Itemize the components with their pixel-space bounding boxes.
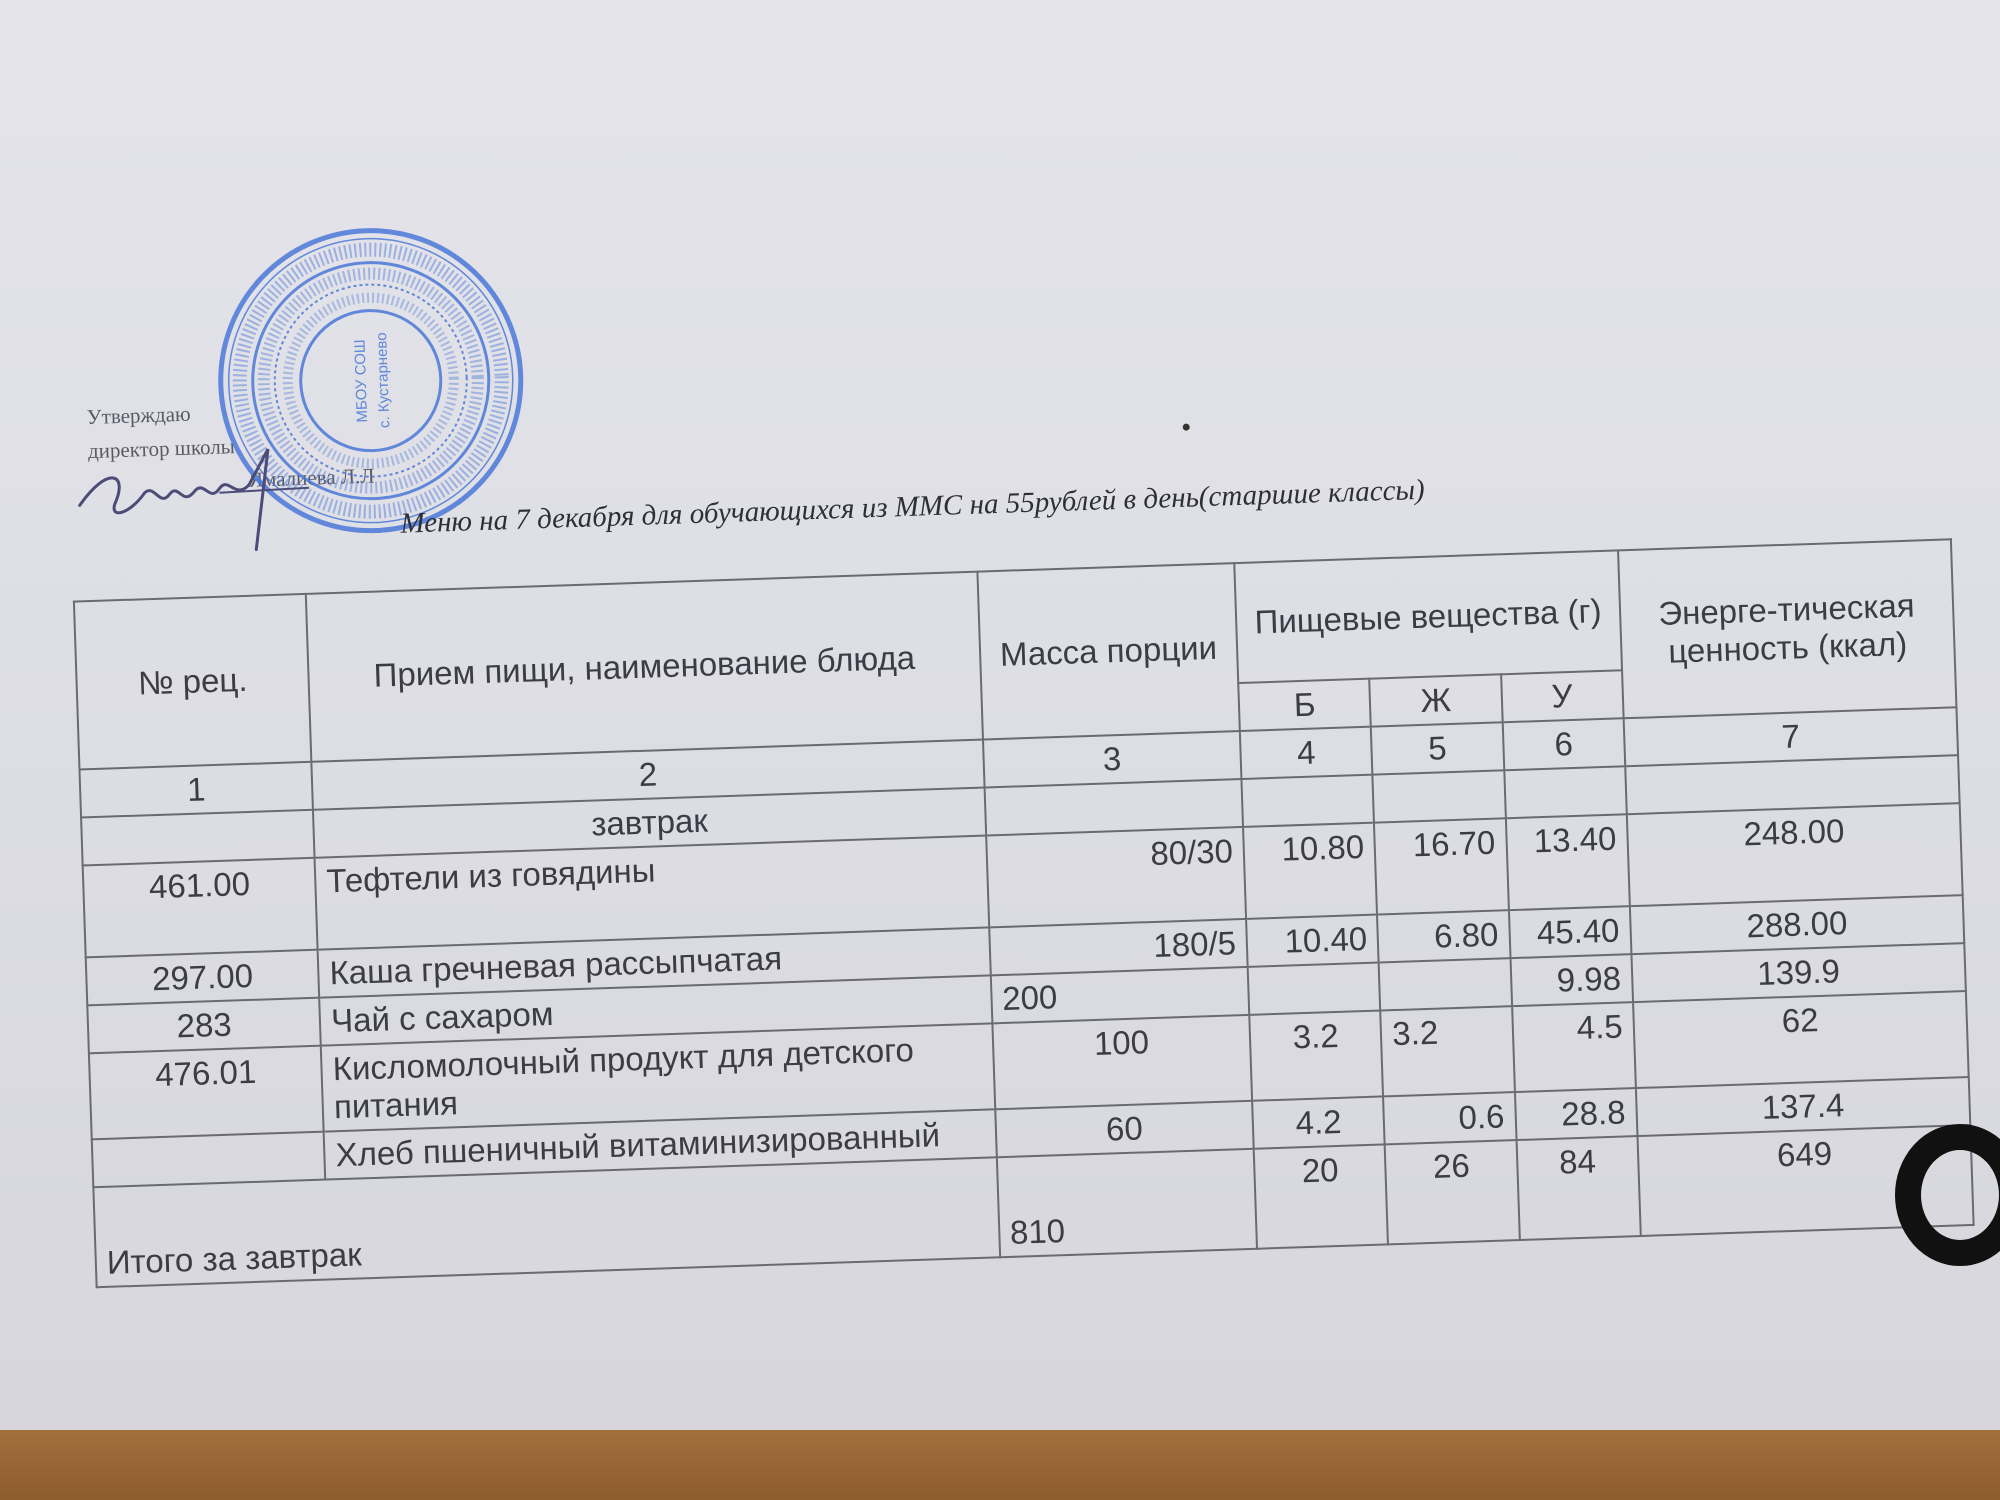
header-nutrients: Пищевые вещества (г) — [1234, 550, 1621, 683]
row-num: 476.01 — [89, 1046, 324, 1140]
header-dish: Прием пищи, наименование блюда — [306, 572, 983, 762]
header-mass: Масса порции — [977, 563, 1240, 739]
row-mass: 200 — [990, 967, 1249, 1024]
row-dish: Каша гречневая рассыпчатая — [318, 927, 991, 997]
director-name: Ямалиева Л.Л — [248, 463, 375, 492]
approval-line-1: Утверждаю — [86, 401, 192, 430]
row-num: 283 — [87, 998, 321, 1054]
row-b: 3.2 — [1249, 1010, 1383, 1100]
row-b: 10.40 — [1246, 915, 1379, 967]
row-dish: Хлеб пшеничный витаминизированный — [324, 1109, 997, 1179]
row-energy: 248.00 — [1627, 803, 1963, 906]
header-zh: Ж — [1370, 674, 1503, 726]
col-number: 5 — [1371, 722, 1504, 774]
row-mass: 80/30 — [986, 827, 1246, 927]
total-mass: 810 — [996, 1149, 1257, 1257]
header-num: № рец. — [74, 594, 312, 770]
row-energy: 288.00 — [1630, 895, 1965, 954]
row-energy: 137.4 — [1636, 1077, 1971, 1136]
menu-table — [73, 538, 1975, 1288]
row-zh: 16.70 — [1374, 818, 1508, 914]
row-num: 297.00 — [86, 950, 320, 1006]
row-zh — [1379, 958, 1512, 1010]
row-dish: Чай с сахаром — [319, 975, 992, 1045]
row-u: 4.5 — [1512, 1002, 1636, 1092]
row-u: 45.40 — [1509, 906, 1632, 958]
row-u: 13.40 — [1505, 814, 1629, 910]
col-number: 6 — [1502, 718, 1625, 770]
hair-tie-object — [1880, 1120, 2000, 1270]
row-num — [92, 1132, 326, 1188]
row-zh: 3.2 — [1381, 1006, 1515, 1096]
header-b: Б — [1238, 679, 1371, 731]
row-mass: 180/5 — [989, 919, 1248, 976]
row-dish: Тефтели из говядины — [315, 835, 989, 949]
row-b: 10.80 — [1243, 823, 1377, 919]
col-number: 4 — [1240, 727, 1373, 779]
col-number: 7 — [1623, 707, 1958, 766]
row-zh: 0.6 — [1383, 1092, 1516, 1144]
row-u: 9.98 — [1510, 954, 1633, 1006]
row-energy: 139.9 — [1631, 943, 1966, 1002]
col-number: 1 — [79, 762, 313, 818]
total-label: Итого за завтрак — [93, 1157, 999, 1287]
header-energy: Энерге-тическая ценность (ккал) — [1618, 539, 1957, 718]
header-u: У — [1501, 670, 1624, 722]
row-b — [1248, 963, 1381, 1015]
total-energy: 649 — [1637, 1125, 1973, 1236]
row-dish: Кисломолочный продукт для детского питания — [321, 1023, 995, 1131]
row-zh: 6.80 — [1377, 910, 1510, 962]
seal-center-top: МБОУ СОШ — [351, 339, 372, 423]
col-number: 3 — [983, 731, 1242, 788]
director-signature — [67, 428, 311, 566]
stray-dot — [1183, 424, 1190, 431]
approval-line-2: директор школы — [87, 434, 236, 464]
total-zh: 26 — [1385, 1140, 1519, 1244]
header-row — [74, 539, 1955, 721]
row-mass: 60 — [995, 1101, 1254, 1158]
seal-center-bottom: с. Кустарнево — [373, 332, 394, 429]
section-label: завтрак — [313, 788, 986, 858]
total-u: 84 — [1516, 1136, 1640, 1240]
row-b: 4.2 — [1252, 1096, 1385, 1148]
row-u: 28.8 — [1515, 1088, 1638, 1140]
row-energy: 62 — [1633, 991, 1969, 1088]
row-mass: 100 — [992, 1015, 1252, 1109]
row-num: 461.00 — [83, 858, 318, 958]
col-number: 2 — [312, 740, 985, 810]
total-b: 20 — [1254, 1144, 1388, 1248]
menu-title: Меню на 7 декабря для обучающихся из ММС на 55рублей в день(старшие классы) — [399, 473, 1426, 540]
